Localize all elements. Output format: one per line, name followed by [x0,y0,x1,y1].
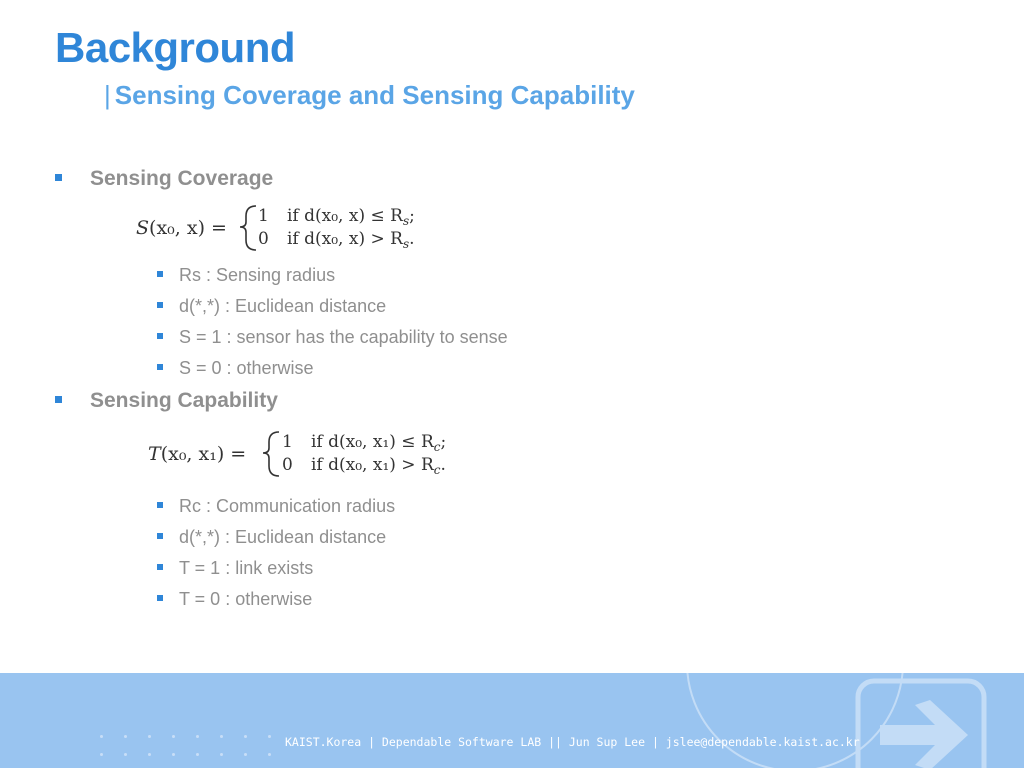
list-item: Rs : Sensing radius [157,264,508,295]
capability-bullet-list [157,495,395,619]
bullet-square-icon [55,174,62,181]
bullet-square-icon [157,302,163,308]
svg-text:1: 1 [258,206,269,226]
list-item: T = 1 : link exists [157,557,395,588]
svg-text:if d(x₀, x₁) > Rc.: if d(x₀, $x_1) > R_c$. [311,455,446,477]
subtitle-text: Sensing Coverage and Sensing Capability [114,80,635,110]
bullet-square-icon [55,396,62,403]
list-item: T = 0 : otherwise [157,588,395,619]
bullet-square-icon [157,564,163,570]
section-heading-coverage: Sensing Coverage [55,167,273,191]
formula-capability [146,424,476,482]
svg-text:if d(x₀, x) ≤ Rs;: if d(x₀, $x) \le R_s$; [287,206,415,228]
coverage-bullet-list [157,264,508,388]
svg-text:if d(x₀, x) > Rs.: if d(x₀, $x) > R_s$. [287,229,415,251]
svg-text:0: 0 [282,455,293,475]
arrow-right-icon [0,673,1024,768]
subtitle-bar: | [104,80,111,110]
bullet-square-icon [157,333,163,339]
svg-text:if d(x₀, x₁) ≤ Rc;: if d(x₀, $x_1) \le R_c$; [311,432,447,454]
bullet-square-icon [157,533,163,539]
svg-text:S(x₀, x) =: S(x₀, x) = [136,217,227,239]
list-item: Rc : Communication radius [157,495,395,526]
slide-footer [0,673,1024,768]
footer-text: KAIST.Korea | Dependable Software LAB || Jun Sup Lee | jslee@dependable.kaist.ac.kr [285,735,860,749]
bullet-square-icon [157,502,163,508]
bullet-square-icon [157,595,163,601]
list-item: S = 0 : otherwise [157,357,508,388]
formula-coverage [134,198,444,256]
svg-text:0: 0 [258,229,269,249]
bullet-square-icon [157,364,163,370]
slide-subtitle [104,80,635,111]
section-heading-capability: Sensing Capability [55,389,278,413]
svg-text:T(x₀, x₁) =: T(x₀, x₁) = [148,443,247,465]
svg-text:1: 1 [282,432,293,452]
list-item: S = 1 : sensor has the capability to sense [157,326,508,357]
bullet-square-icon [157,271,163,277]
slide-title: Background [55,24,296,71]
list-item: d(*,*) : Euclidean distance [157,295,508,326]
list-item: d(*,*) : Euclidean distance [157,526,395,557]
